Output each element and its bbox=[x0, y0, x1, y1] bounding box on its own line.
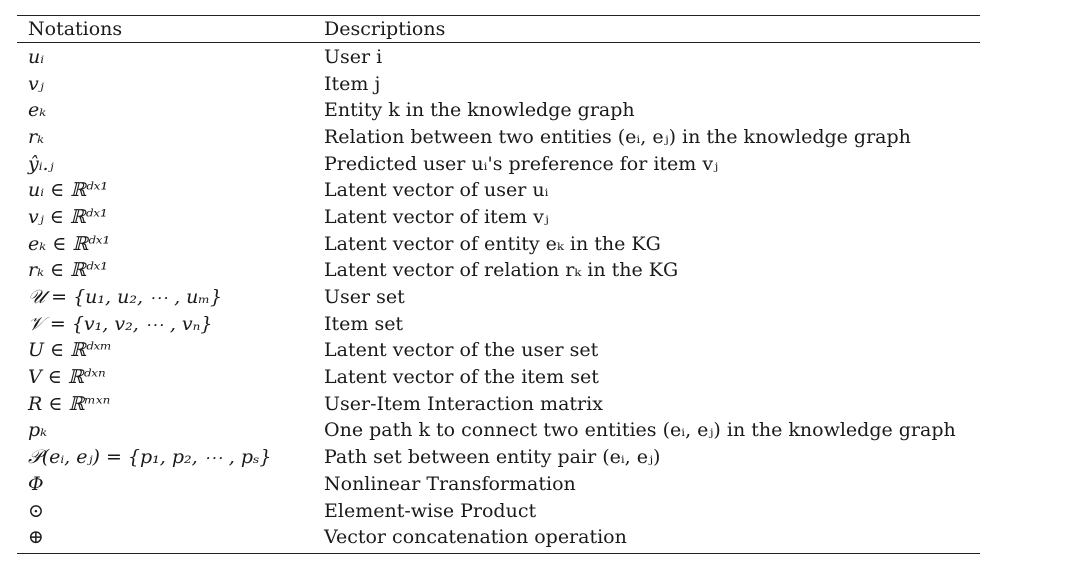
description-cell: Vector concatenation operation bbox=[324, 526, 627, 549]
notation-cell: rₖ ∈ ℝᵈˣ¹ bbox=[28, 259, 108, 282]
notation-cell: uᵢ bbox=[28, 45, 45, 68]
table-row bbox=[17, 44, 980, 71]
notation-cell: pₖ bbox=[28, 419, 48, 442]
table-row bbox=[17, 524, 980, 551]
table-bottom-rule bbox=[17, 553, 980, 554]
description-cell: Nonlinear Transformation bbox=[324, 472, 576, 495]
description-cell: Latent vector of user uᵢ bbox=[324, 179, 549, 202]
description-cell: Item set bbox=[324, 312, 404, 335]
description-cell: Item j bbox=[324, 72, 381, 95]
description-cell: Latent vector of relation rₖ in the KG bbox=[324, 259, 679, 282]
notation-cell: 𝒫(eᵢ, eⱼ) = {p₁, p₂, ⋯ , pₛ} bbox=[28, 446, 272, 469]
notation-cell: ⊙ bbox=[28, 499, 44, 522]
table-row bbox=[17, 471, 980, 498]
description-cell: Latent vector of item vⱼ bbox=[324, 205, 549, 228]
notation-cell: U ∈ ℝᵈˣᵐ bbox=[28, 339, 112, 362]
description-cell: Latent vector of the item set bbox=[324, 366, 599, 389]
notation-cell: R ∈ ℝᵐˣⁿ bbox=[28, 392, 111, 415]
table-row bbox=[17, 364, 980, 391]
description-cell: User i bbox=[324, 45, 383, 68]
table-row bbox=[17, 231, 980, 258]
description-cell: Entity k in the knowledge graph bbox=[324, 99, 635, 122]
description-cell: One path k to connect two entities (eᵢ, eⱼ) in the knowledge graph bbox=[324, 419, 956, 442]
notation-cell: eₖ bbox=[28, 99, 47, 122]
notation-cell: vⱼ bbox=[28, 72, 44, 95]
table-header-row bbox=[17, 16, 980, 42]
table-row bbox=[17, 311, 980, 338]
description-cell: Predicted user uᵢ's preference for item vⱼ bbox=[324, 152, 719, 175]
table-row bbox=[17, 258, 980, 285]
description-cell: Relation between two entities (eᵢ, eⱼ) in the knowledge graph bbox=[324, 125, 911, 148]
header-notations: Notations bbox=[28, 17, 123, 40]
description-cell: User-Item Interaction matrix bbox=[324, 392, 603, 415]
notation-cell: 𝒱 = {v₁, v₂, ⋯ , vₙ} bbox=[28, 312, 213, 335]
header-descriptions: Descriptions bbox=[324, 17, 446, 40]
table-row bbox=[17, 204, 980, 231]
table-row bbox=[17, 151, 980, 178]
table-row bbox=[17, 284, 980, 311]
notation-cell: eₖ ∈ ℝᵈˣ¹ bbox=[28, 232, 111, 255]
notation-cell: vⱼ ∈ ℝᵈˣ¹ bbox=[28, 205, 108, 228]
table-row bbox=[17, 124, 980, 151]
notation-table bbox=[17, 15, 980, 554]
description-cell: Latent vector of entity eₖ in the KG bbox=[324, 232, 661, 255]
notation-cell: uᵢ ∈ ℝᵈˣ¹ bbox=[28, 179, 108, 202]
notation-cell: 𝒰 = {u₁, u₂, ⋯ , uₘ} bbox=[28, 286, 223, 309]
table-row bbox=[17, 338, 980, 365]
notation-cell: V ∈ ℝᵈˣⁿ bbox=[28, 366, 106, 389]
notation-cell: rₖ bbox=[28, 125, 45, 148]
notation-cell: ⊕ bbox=[28, 526, 44, 549]
table-row bbox=[17, 444, 980, 471]
notation-cell: ŷᵢ.ⱼ bbox=[28, 152, 54, 175]
table-row bbox=[17, 97, 980, 124]
description-cell: Latent vector of the user set bbox=[324, 339, 599, 362]
table-row bbox=[17, 418, 980, 445]
table-row bbox=[17, 391, 980, 418]
table-row bbox=[17, 71, 980, 98]
description-cell: Element-wise Product bbox=[324, 499, 537, 522]
notation-cell: Φ bbox=[28, 472, 44, 495]
description-cell: Path set between entity pair (eᵢ, eⱼ) bbox=[324, 446, 661, 469]
description-cell: User set bbox=[324, 286, 405, 309]
table-body bbox=[17, 43, 980, 553]
table-row bbox=[17, 177, 980, 204]
table-row bbox=[17, 498, 980, 525]
